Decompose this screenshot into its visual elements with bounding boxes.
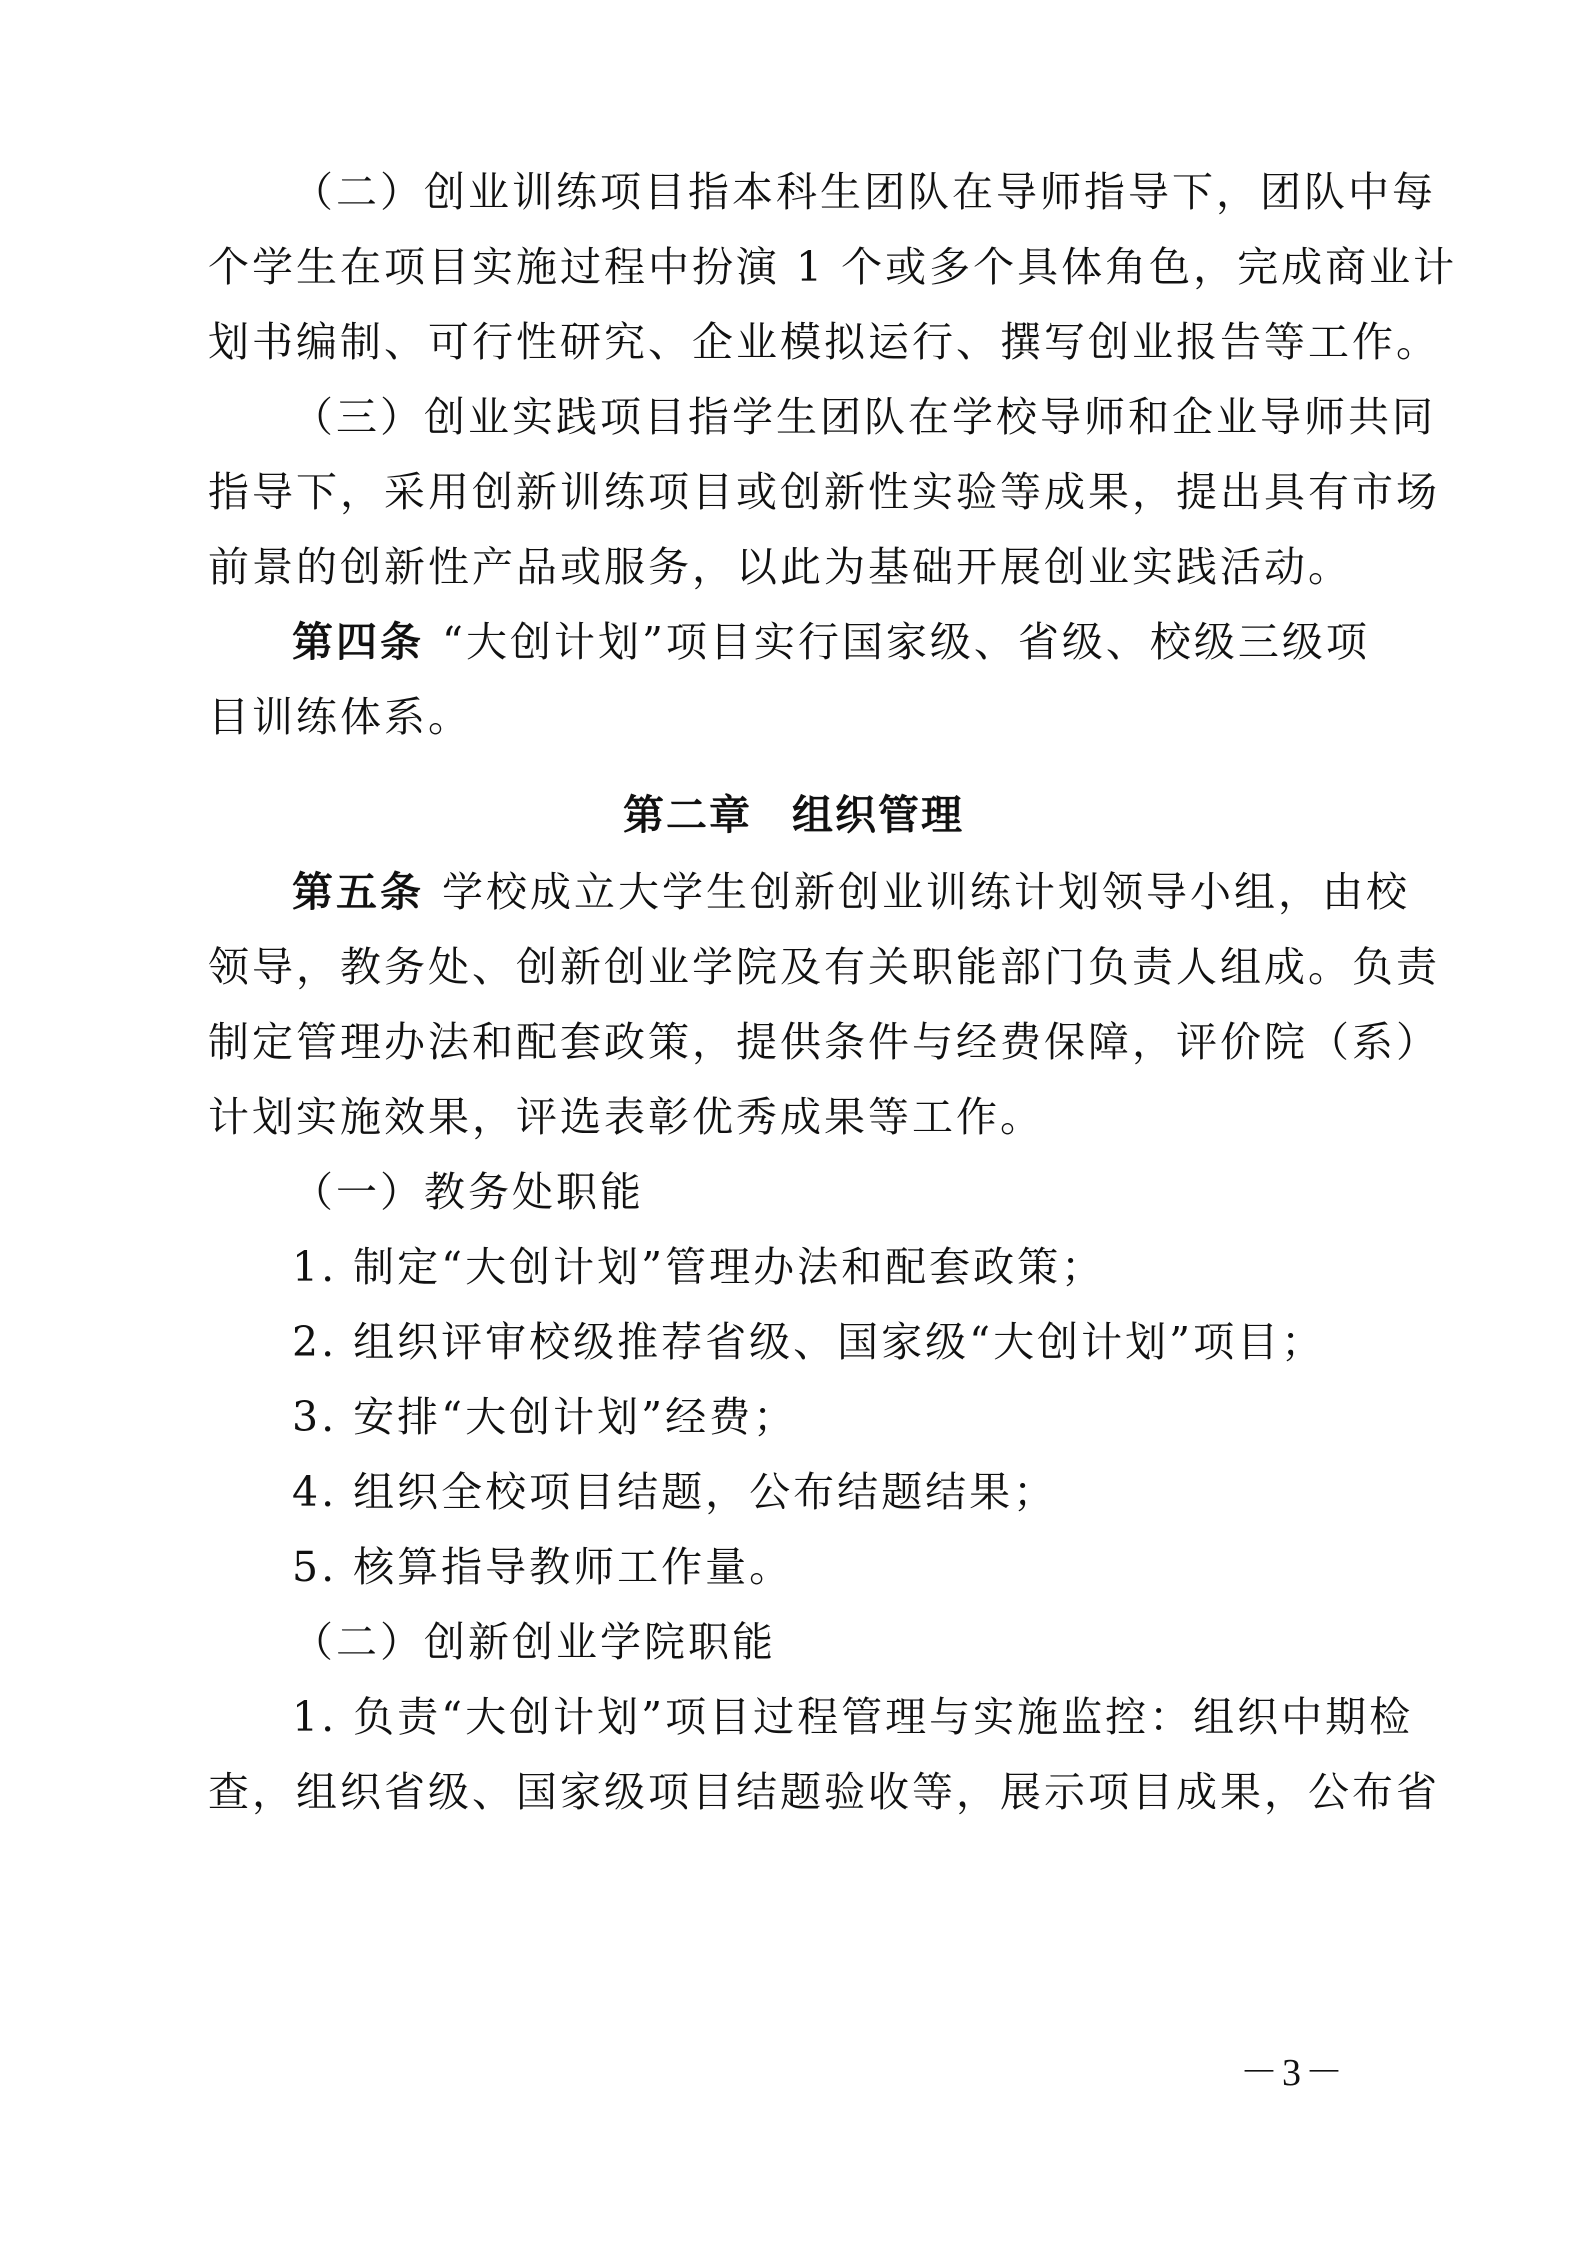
- list-item: 1. 制定“大创计划”管理办法和配套政策；: [292, 1243, 1106, 1291]
- list-item: 5. 核算指导教师工作量。: [292, 1543, 794, 1591]
- page-number: －3－: [1240, 2052, 1348, 2094]
- list-item: 3. 安排“大创计划”经费；: [292, 1393, 798, 1441]
- paragraph-line: 查，组织省级、国家级项目结题验收等，展示项目成果，公布省: [208, 1768, 1440, 1816]
- article-4-text: “大创计划”项目实行国家级、省级、校级三级项: [442, 618, 1370, 666]
- chapter-number: 第二章: [623, 791, 752, 839]
- paragraph-line: 计划实施效果，评选表彰优秀成果等工作。: [208, 1093, 1044, 1141]
- paragraph-line: 制定管理办法和配套政策，提供条件与经费保障，评价院（系）: [208, 1018, 1440, 1066]
- paragraph-line: （二）创业训练项目指本科生团队在导师指导下，团队中每: [292, 168, 1436, 216]
- paragraph-line: 领导，教务处、创新创业学院及有关职能部门负责人组成。负责: [208, 943, 1440, 991]
- chapter-heading: [0, 785, 1587, 845]
- article-4-label: 第四条: [292, 618, 424, 666]
- article-4-line: [292, 612, 1388, 672]
- list-item: 4. 组织全校项目结题，公布结题结果；: [292, 1468, 1058, 1516]
- chapter-title: 组织管理: [792, 791, 964, 839]
- paragraph-line: 划书编制、可行性研究、企业模拟运行、撰写创业报告等工作。: [208, 318, 1440, 366]
- list-item: 1. 负责“大创计划”项目过程管理与实施监控：组织中期检: [292, 1693, 1414, 1741]
- article-5-line: [292, 862, 1410, 922]
- paragraph-line: 目训练体系。: [208, 693, 472, 741]
- paragraph-line: （三）创业实践项目指学生团队在学校导师和企业导师共同: [292, 393, 1436, 441]
- paragraph-line: 个学生在项目实施过程中扮演 1 个或多个具体角色，完成商业计: [208, 243, 1458, 291]
- list-item: 2. 组织评审校级推荐省级、国家级“大创计划”项目；: [292, 1318, 1326, 1366]
- article-5-label: 第五条: [292, 868, 424, 916]
- section-heading: （二）创新创业学院职能: [292, 1618, 776, 1666]
- article-5-text: 学校成立大学生创新创业训练计划领导小组，由校: [442, 868, 1410, 916]
- section-heading: （一）教务处职能: [292, 1168, 644, 1216]
- paragraph-line: 前景的创新性产品或服务，以此为基础开展创业实践活动。: [208, 543, 1352, 591]
- paragraph-line: 指导下，采用创新训练项目或创新性实验等成果，提出具有市场: [208, 468, 1440, 516]
